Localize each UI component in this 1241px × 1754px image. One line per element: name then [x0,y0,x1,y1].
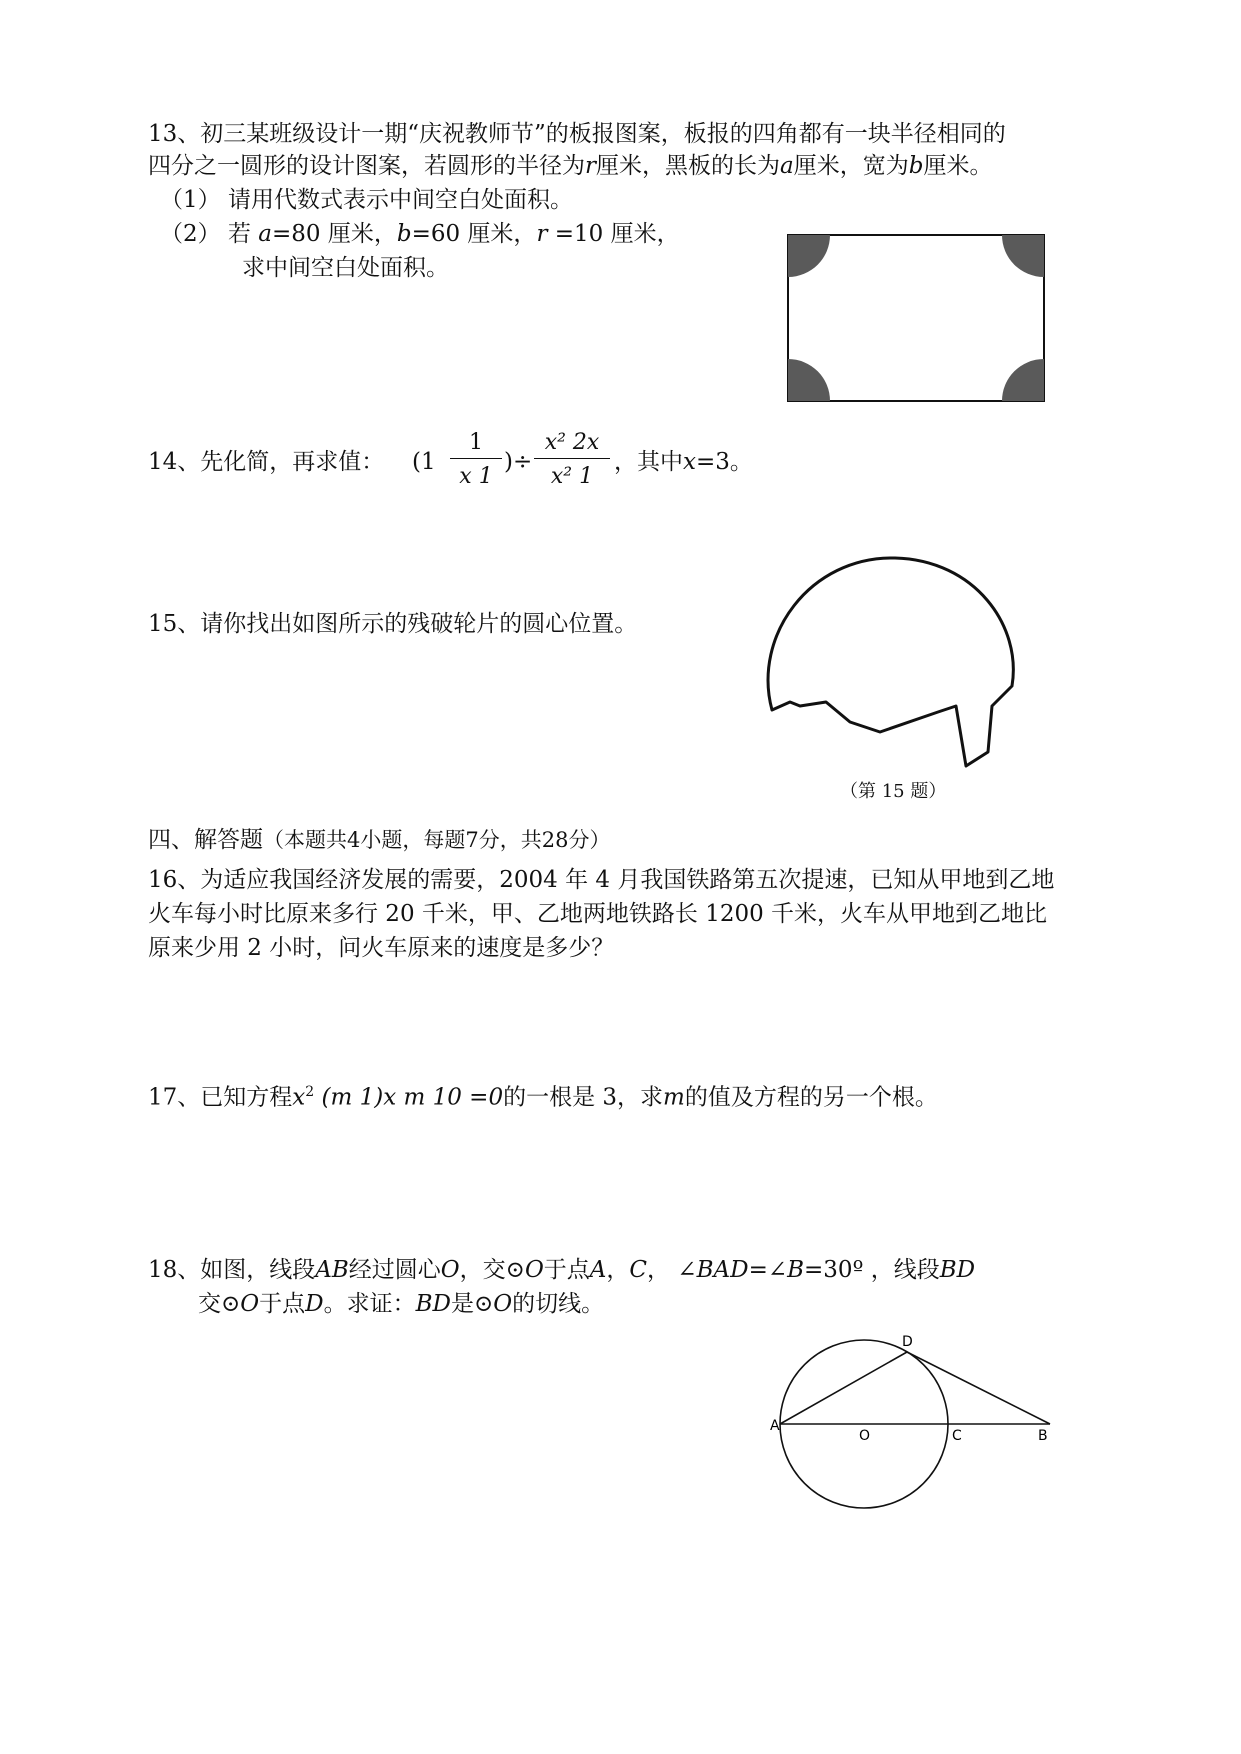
circle-tangent-figure [770,1330,1060,1510]
q14-suffix: ，其中x=3。 [614,449,753,475]
q18-line1: 18、如图，线段AB经过圆心O，交⊙O于点A，C， ∠BAD=∠B=30º ，线段BD [148,1257,976,1283]
q14-frac1-num: 1 [469,430,483,455]
q13-sub2: （2） 若 a=80 厘米，b=60 厘米，r =10 厘米， [160,221,680,247]
q13-sub1: （1） 请用代数式表示中间空白处面积。 [160,187,573,213]
q14-frac2-bar [534,458,610,459]
label-c: C [952,1428,962,1444]
label-b: B [1038,1428,1048,1444]
q14-frac2-den: x² 1 [550,464,594,489]
q14-prefix: 14、先化简，再求值： [148,449,385,475]
q14-close-div: )÷ [504,449,533,475]
q13-line2: 四分之一圆形的设计图案，若圆形的半径为r厘米，黑板的长为a厘米，宽为b厘米。 [148,153,993,179]
q13-sub2-line2: 求中间空白处面积。 [242,255,449,281]
q16-line1: 16、为适应我国经济发展的需要，2004 年 4 月我国铁路第五次提速，已知从甲地到乙地 [148,867,1055,893]
label-a: A [770,1418,780,1434]
q14-frac2-num: x² 2x [544,430,600,455]
q14-frac1-bar [450,458,502,459]
section4-heading: 四、解答题（本题共4小题，每题7分，共28分） [148,827,611,853]
q17-line: 17、已知方程$x^2$ (m 1)x m 10 =0的一根是 3，求m的值及方程的另一个根。 [148,1084,938,1111]
q16-line3: 原来少用 2 小时，问火车原来的速度是多少？ [148,935,615,961]
q13-line1: 13、初三某班级设计一期“庆祝教师节”的板报图案，板报的四角都有一块半径相同的 [148,121,1006,147]
blackboard-figure [787,234,1045,402]
segment-ad [780,1352,907,1424]
q16-line2: 火车每小时比原来多行 20 千米，甲、乙地两地铁路长 1200 千米，火车从甲地到乙地比 [148,901,1048,927]
label-d: D [902,1334,913,1350]
q15-caption: （第 15 题） [840,781,947,802]
segment-db [907,1352,1050,1424]
q15-text: 15、请你找出如图所示的残破轮片的圆心位置。 [148,611,638,637]
broken-wheel-figure [760,556,1020,766]
q14-frac1-den: x 1 [459,464,493,489]
q18-line2: 交⊙O于点D。求证：BD是⊙O的切线。 [198,1291,605,1317]
label-o: O [859,1428,871,1444]
q14-open: (1 [412,449,436,475]
